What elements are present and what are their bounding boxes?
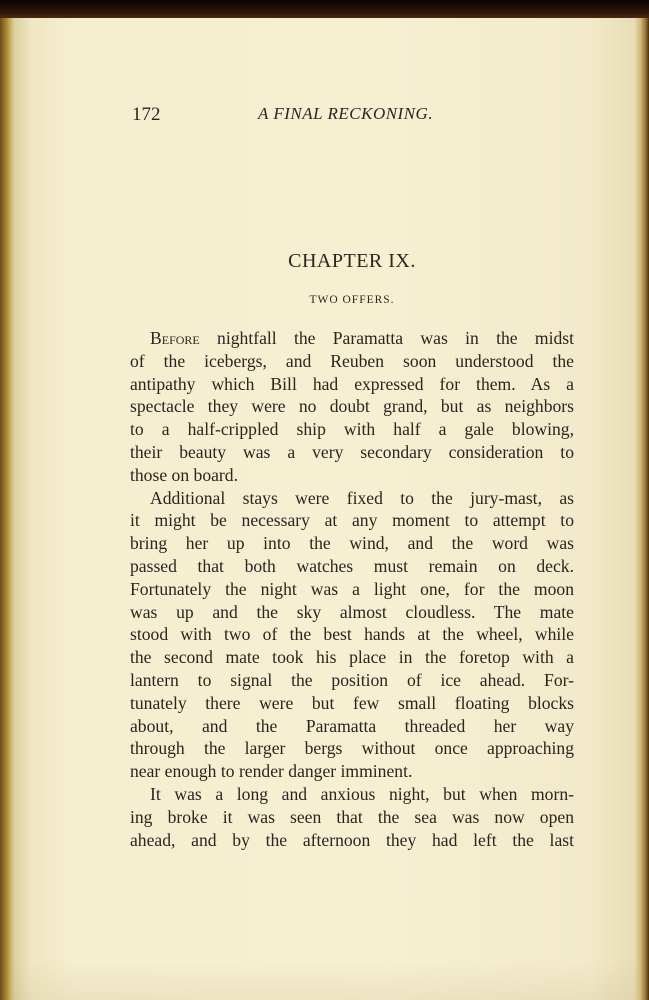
text-line: of the icebergs, and Reuben soon understood the [130, 350, 574, 371]
text-line: about, and the Paramatta threaded her way [130, 715, 574, 736]
book-binding-edge [0, 18, 14, 1000]
text-line: to a half-crippled ship with half a gale blowing, [130, 419, 574, 440]
text-line: lantern to signal the position of ice ahead. For- [130, 669, 574, 690]
page-bottom-shade [12, 960, 638, 1000]
text-line: bring her up into the wind, and the word was [130, 533, 574, 554]
text-line: their beauty was a very secondary consideration to [130, 441, 574, 462]
chapter-subtitle: TWO OFFERS. [309, 294, 395, 306]
text-line: the second mate took his place in the foretop with a [130, 647, 574, 668]
page-number: 172 [132, 104, 161, 125]
running-title: A FINAL RECKONING. [258, 104, 434, 123]
page-right-edge [635, 18, 649, 1000]
text-line: it might be necessary at any moment to attempt to [130, 510, 574, 531]
text-line: through the larger bergs without once approaching [130, 738, 574, 759]
text-line: Additional stays were fixed to the jury-mast, as [150, 487, 574, 508]
text-line: antipathy which Bill had expressed for them. As a [130, 373, 574, 394]
text-line: ing broke it was seen that the sea was now open [130, 806, 574, 827]
text-line: Before nightfall the Paramatta was in the midst [150, 328, 574, 348]
paragraph [130, 487, 574, 783]
running-header [132, 104, 572, 128]
text-line: spectacle they were no doubt grand, but as neighbors [130, 396, 574, 417]
paragraph [130, 327, 574, 487]
chapter-title: CHAPTER IX. [288, 250, 416, 272]
text-line: tunately there were but few small floating blocks [130, 692, 574, 713]
text-line: those on board. [130, 464, 238, 485]
text-line: passed that both watches must remain on deck. [130, 555, 574, 576]
text-line: was up and the sky almost cloudless. The mate [130, 601, 574, 622]
text-line: Fortunately the night was a light one, for the moon [130, 578, 574, 599]
drop-lead-word: Before [150, 328, 200, 348]
text-line: ahead, and by the afternoon they had left the last [130, 829, 574, 850]
paragraph [130, 783, 574, 851]
text-line: It was a long and anxious night, but when morn- [150, 783, 574, 804]
page-top-edge [0, 0, 649, 20]
text-line: stood with two of the best hands at the wheel, while [130, 624, 574, 645]
text-line: near enough to render danger imminent. [130, 761, 413, 782]
body-text [130, 327, 574, 851]
